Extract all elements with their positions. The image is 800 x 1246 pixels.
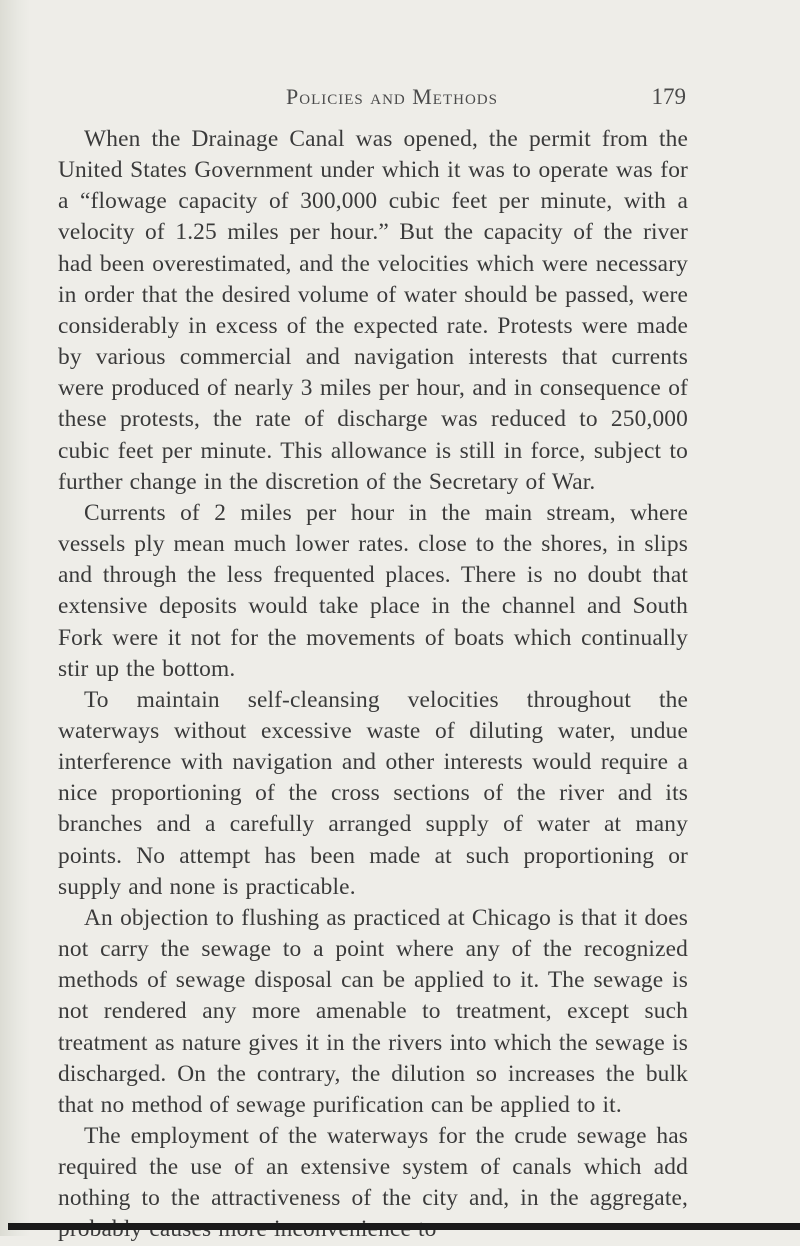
page-number: 179 [651,84,686,109]
page-edge-shadow [0,0,30,1236]
paragraph-1: When the Drainage Canal was opened, the permit from the United States Government under which it was to operate was for a “flowage capacity of 300,000 cubic feet per minute, with a velocity of 1.25 miles per hour.” But the capacity of the river had been overestimated, and the velocities which were necessary in order that the desired volume of water should be passed, were considerably in excess of the expected rate. Protests were made by various commercial and navigation interests that currents were produced of nearly 3 miles per hour, and in consequence of these protests, the rate of discharge was reduced to 250,000 cubic feet per minute. This allowance is still in force, subject to further change in the discretion of the Secretary of War. [58,126,688,495]
paragraph-3: To maintain self-cleansing velocities throughout the waterways without excessive waste of diluting water, undue interference with navigation and other interests would require a nice proportioning of the cross sections of the river and its branches and a carefully arranged supply of water at many points. No attempt has been made at such proportioning or supply and none is practicable. [58,686,688,900]
paragraph-2: Currents of 2 miles per hour in the main stream, where vessels ply mean much lower rates. close to the shores, in slips and through the less frequented places. There is no doubt that extensive deposits would take place in the channel and South Fork were it not for the movements of boats which continually stir up the bottom. [58,499,688,682]
body-text [58,124,688,1246]
paragraph-4: An objection to flushing as practiced at Chicago is that it does not carry the sewage to a point where any of the recognized methods of sewage disposal can be applied to it. The sewage is not rendered any more amenable to treatment, except such treatment as nature gives it in the rivers into which the sewage is discharged. On the contrary, the dilution so increases the bulk that no method of sewage purification can be applied to it. [58,904,688,1118]
paragraph-5: The employment of the waterways for the crude sewage has required the use of an extensive system of canals which add nothing to the attractiveness of the city and, in the aggregate, [58,1123,688,1212]
running-header [70,84,686,114]
bottom-border-rule [8,1223,800,1230]
running-title: Policies and Methods [286,84,498,109]
